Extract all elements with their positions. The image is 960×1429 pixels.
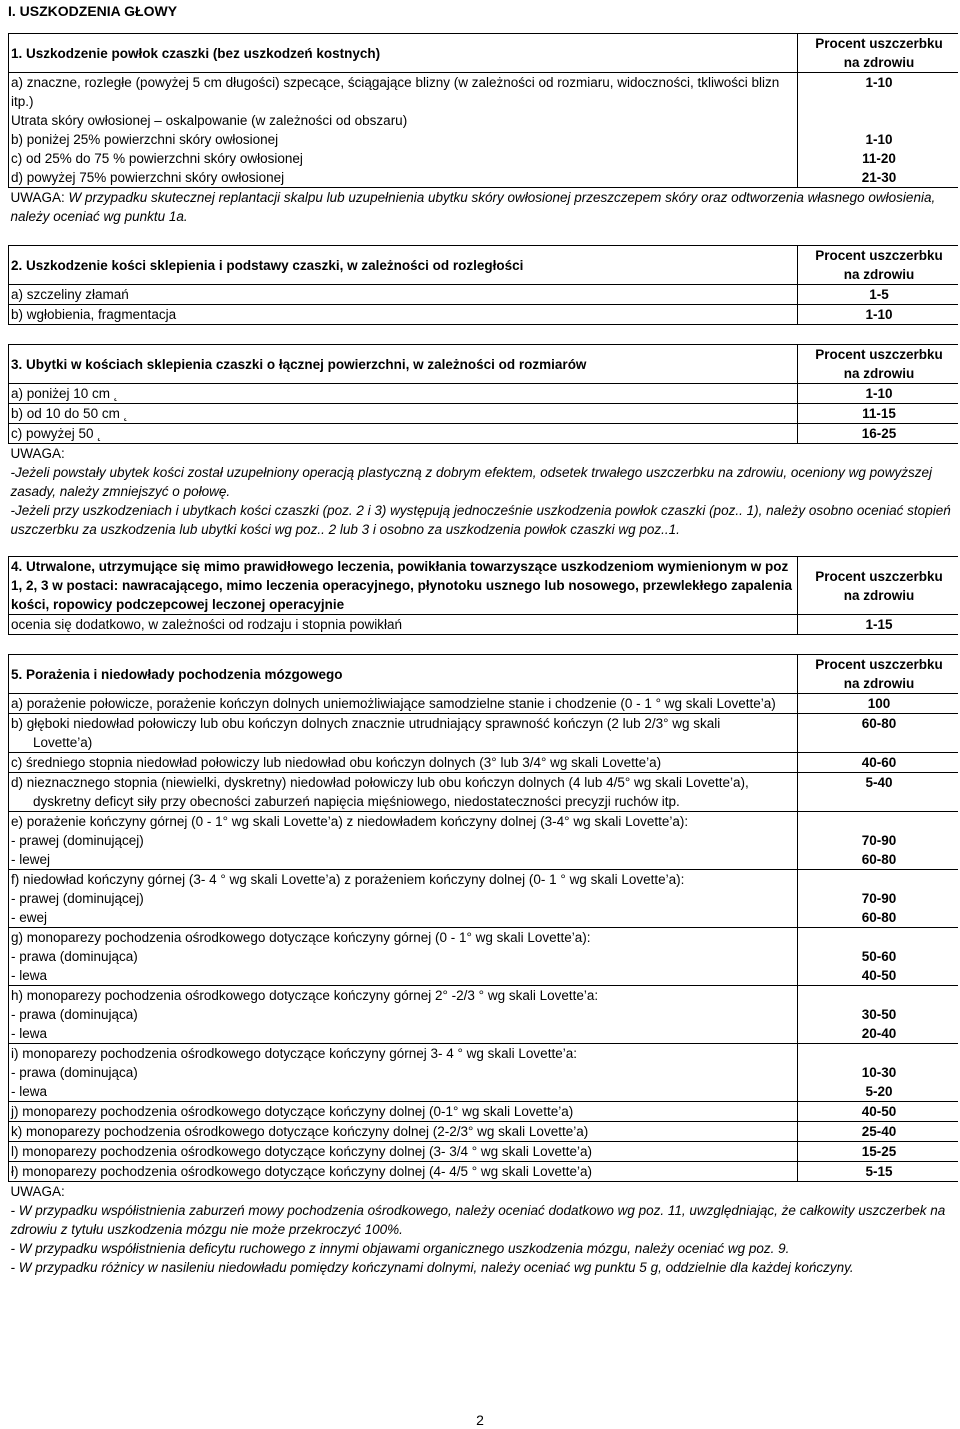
- s2-row-a-value: 1-5: [798, 285, 959, 305]
- section-5-table: [8, 654, 958, 1277]
- s5-row-h-2-value: 20-40: [798, 1024, 959, 1044]
- s5-row-e-title: e) porażenie kończyny górnej (0 - 1° wg skali Lovette’a) z niedowładem kończyny dolnej (3-4° wg skali Lovette’a):: [9, 812, 798, 832]
- s5-row-j-value: 40-50: [798, 1102, 959, 1122]
- s5-row-e-2: - lewej: [9, 850, 798, 870]
- s3-note-label: UWAGA:: [9, 444, 959, 464]
- s5-row-f-2: - ewej: [9, 908, 798, 928]
- section-3-title: 3. Ubytki w kościach sklepienia czaszki o łącznej powierzchni, w zależności od rozmiarów: [9, 345, 798, 384]
- s1-loss-title: Utrata skóry owłosionej – oskalpowanie (w zależności od obszaru): [9, 111, 798, 130]
- s5-row-i-2-value: 5-20: [798, 1082, 959, 1102]
- s5-row-h-title: h) monoparezy pochodzenia ośrodkowego dotyczące kończyny górnej 2° -2/3 ° wg skali Lovette’a:: [9, 986, 798, 1006]
- s5-row-i-1: - prawa (dominująca): [9, 1063, 798, 1082]
- s1-row-c: c) od 25% do 75 % powierzchni skóry owłosionej: [9, 149, 798, 168]
- document-page: [8, 0, 958, 1277]
- s1-row-b-value: 1-10: [798, 130, 959, 149]
- s5-row-l-stroke-value: 5-15: [798, 1162, 959, 1182]
- section-3-table: [8, 344, 958, 539]
- s5-note-1: - W przypadku współistnienia zaburzeń mowy pochodzenia ośrodkowego, należy oceniać dodatkowo wg poz. 11, uwzględniając, że całkowity uszczerbek na zdrowiu z tytułu uszkodzenia mózgu nie może przekroczyć 100%.: [10, 1203, 946, 1237]
- s1-row-c-value: 11-20: [798, 149, 959, 168]
- section-2-title: 2. Uszkodzenie kości sklepienia i podstawy czaszki, w zależności od rozległości: [9, 246, 798, 285]
- s5-row-f-1-value: 70-90: [798, 889, 959, 908]
- s5-row-c-value: 40-60: [798, 753, 959, 773]
- s4-row-value: 1-15: [798, 615, 959, 635]
- s3-note-2: -Jeżeli przy uszkodzeniach i ubytkach kości czaszki (poz. 2 i 3) występują jednocześnie uszkodzenia powłok czaszki (poz.. 1), należy osobno oceniać stopień uszczerbku za uszkodzenia lub ubytki kości wg poz.. 2 lub 3 i osobno za uszkodzenia powłok czaszki wg poz..1.: [10, 503, 951, 537]
- s5-row-k: k) monoparezy pochodzenia ośrodkowego dotyczące kończyny dolnej (2-2/3° wg skali Lovette’a): [9, 1122, 798, 1142]
- s5-row-k-value: 25-40: [798, 1122, 959, 1142]
- s5-row-d: d) nieznacznego stopnia (niewielki, dyskretny) niedowład połowiczy lub obu kończyn dolnych (4 lub 4/5° wg skali Lovette’a), dyskretny deficyt siły przy obecności zaburzeń napięcia mięśniowego, niedostateczności precyzji ruchów itp.: [9, 773, 798, 812]
- s2-row-a: a) szczeliny złamań: [9, 285, 798, 305]
- s5-row-f-1: - prawej (dominującej): [9, 889, 798, 908]
- s5-row-g-1-value: 50-60: [798, 947, 959, 966]
- s5-note-2: - W przypadku współistnienia deficytu ruchowego z innymi objawami organicznego uszkodzenia mózgu, należy oceniać wg poz. 9.: [10, 1241, 790, 1256]
- s5-row-d-value: 5-40: [798, 773, 959, 812]
- s5-row-l-value: 15-25: [798, 1142, 959, 1162]
- section-1-column-header: Procent uszczerbku na zdrowiu: [798, 34, 959, 73]
- s3-row-a-value: 1-10: [798, 384, 959, 404]
- s5-row-g-2-value: 40-50: [798, 966, 959, 986]
- s1-row-d-value: 21-30: [798, 168, 959, 188]
- s5-row-h-1-value: 30-50: [798, 1005, 959, 1024]
- s5-row-e-1-value: 70-90: [798, 831, 959, 850]
- s5-row-h-1: - prawa (dominująca): [9, 1005, 798, 1024]
- section-4-column-header: Procent uszczerbku na zdrowiu: [798, 557, 959, 615]
- s5-row-j: j) monoparezy pochodzenia ośrodkowego dotyczące kończyny dolnej (0-1° wg skali Lovette’a): [9, 1102, 798, 1122]
- s5-row-f-2-value: 60-80: [798, 908, 959, 928]
- section-1-title: 1. Uszkodzenie powłok czaszki (bez uszkodzeń kostnych): [9, 34, 798, 73]
- section-5-title: 5. Porażenia i niedowłady pochodzenia mózgowego: [9, 655, 798, 694]
- s5-note-label: UWAGA:: [9, 1182, 959, 1202]
- section-5-column-header: Procent uszczerbku na zdrowiu: [798, 655, 959, 694]
- s5-row-g-title: g) monoparezy pochodzenia ośrodkowego dotyczące kończyny górnej (0 - 1° wg skali Lovette’a):: [9, 928, 798, 948]
- s1-row-d: d) powyżej 75% powierzchni skóry owłosionej: [9, 168, 798, 188]
- page-number: 2: [476, 1412, 484, 1428]
- s5-row-g-2: - lewa: [9, 966, 798, 986]
- s5-row-e-2-value: 60-80: [798, 850, 959, 870]
- s5-row-a: a) porażenie połowicze, porażenie kończyn dolnych uniemożliwiające samodzielne stanie i chodzenie (0 - 1 ° wg skali Lovette’a): [9, 694, 798, 714]
- s3-note-1: -Jeżeli powstały ubytek kości został uzupełniony operacją plastyczną z dobrym efektem, odsetek trwałego uszczerbku na zdrowiu, oceniony wg powyższej zasady, należy zmniejszyć o połowę.: [10, 465, 932, 499]
- s2-row-b-value: 1-10: [798, 305, 959, 325]
- s5-row-i-2: - lewa: [9, 1082, 798, 1102]
- s1-row-b: b) poniżej 25% powierzchni skóry owłosionej: [9, 130, 798, 149]
- s2-row-b: b) wgłobienia, fragmentacja: [9, 305, 798, 325]
- s5-row-i-1-value: 10-30: [798, 1063, 959, 1082]
- s5-row-b-value: 60-80: [798, 714, 959, 753]
- s3-row-c-value: 16-25: [798, 424, 959, 444]
- s5-row-l: l) monoparezy pochodzenia ośrodkowego dotyczące kończyny dolnej (3- 3/4 ° wg skali Lovette’a): [9, 1142, 798, 1162]
- s5-row-h-2: - lewa: [9, 1024, 798, 1044]
- section-4-table: [8, 556, 958, 635]
- section-2-column-header: Procent uszczerbku na zdrowiu: [798, 246, 959, 285]
- s1-note: UWAGA: W przypadku skutecznej replantacji skalpu lub uzupełnienia ubytku skóry owłosionej przeszczepem skóry oraz odtworzenia własnego owłosienia, należy oceniać wg punktu 1a.: [9, 188, 959, 227]
- section-4-title: 4. Utrwalone, utrzymujące się mimo prawidłowego leczenia, powikłania towarzyszące uszkodzeniom wymienionym w poz 1, 2, 3 w postaci: nawracającego, mimo leczenia operacyjnego, płynotoku usznego lub nosowego, przewlekłego zapalenia kości, ropowicy podczepcowej leczonej operacyjnie: [9, 557, 798, 615]
- s5-note-3: - W przypadku różnicy w nasileniu niedowładu pomiędzy kończynami dolnymi, należy oceniać wg punktu 5 g, oddzielnie dla każdej kończyny.: [10, 1260, 854, 1275]
- section-3-column-header: Procent uszczerbku na zdrowiu: [798, 345, 959, 384]
- section-1-table: [8, 33, 958, 226]
- s4-row: ocenia się dodatkowo, w zależności od rodzaju i stopnia powikłań: [9, 615, 798, 635]
- s5-row-e-1: - prawej (dominującej): [9, 831, 798, 850]
- s5-row-b: b) głęboki niedowład połowiczy lub obu kończyn dolnych znacznie utrudniający sprawność kończyn (2 lub 2/3° wg skali Lovette’a): [9, 714, 798, 753]
- s5-row-c: c) średniego stopnia niedowład połowiczy lub niedowład obu kończyn dolnych (3° lub 3/4° wg skali Lovette’a): [9, 753, 798, 773]
- s3-row-b-value: 11-15: [798, 404, 959, 424]
- s1-row-a: a) znaczne, rozległe (powyżej 5 cm długości) szpecące, ściągające blizny (w zależności od rozmiaru, widoczności, tkliwości blizn itp.): [9, 73, 798, 112]
- s1-row-a-value: 1-10: [798, 73, 959, 112]
- s5-row-l-stroke: ł) monoparezy pochodzenia ośrodkowego dotyczące kończyny dolnej (4- 4/5 ° wg skali Lovette’a): [9, 1162, 798, 1182]
- s3-row-a: a) poniżej 10 cm ˛: [9, 384, 798, 404]
- s5-row-i-title: i) monoparezy pochodzenia ośrodkowego dotyczące kończyny górnej 3- 4 ° wg skali Lovette’a:: [9, 1044, 798, 1064]
- s5-row-a-value: 100: [798, 694, 959, 714]
- s5-row-g-1: - prawa (dominująca): [9, 947, 798, 966]
- s5-row-f-title: f) niedowład kończyny górnej (3- 4 ° wg skali Lovette’a) z porażeniem kończyny dolnej (0- 1 ° wg skali Lovette’a):: [9, 870, 798, 890]
- s3-row-b: b) od 10 do 50 cm ˛: [9, 404, 798, 424]
- chapter-heading: I. USZKODZENIA GŁOWY: [8, 3, 178, 19]
- s3-row-c: c) powyżej 50 ˛: [9, 424, 798, 444]
- section-2-table: [8, 245, 958, 325]
